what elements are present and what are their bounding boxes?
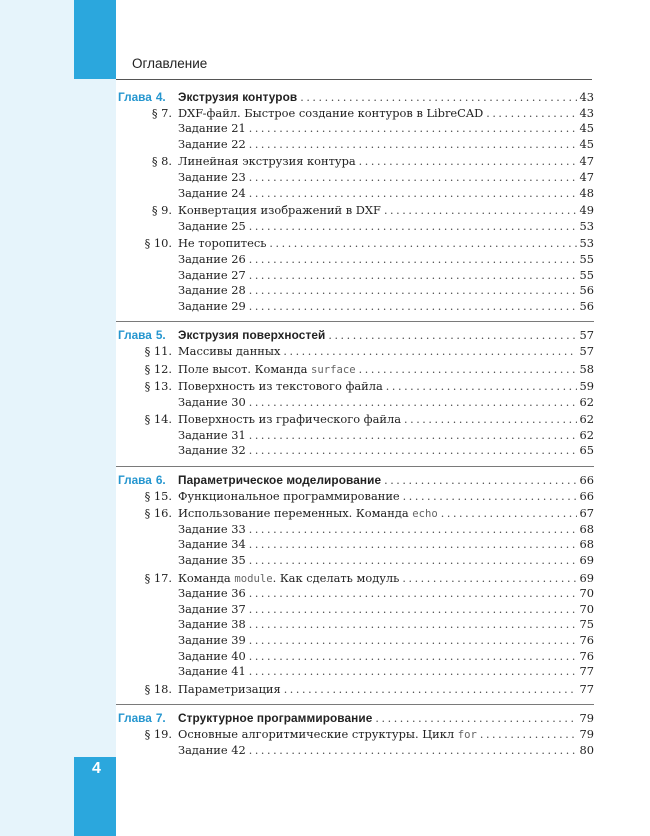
- page-ref: 67: [579, 506, 594, 521]
- toc-entry-section[interactable]: [116, 106, 594, 122]
- chapter-block: [116, 328, 594, 467]
- page-ref: 56: [579, 283, 594, 298]
- task-title: Задание 35: [178, 553, 246, 568]
- section-number: § 15.: [144, 488, 172, 503]
- section-title-text: Не торопитесь: [178, 236, 267, 251]
- task-title: Задание 33: [178, 521, 246, 536]
- leader-dots: [249, 186, 577, 202]
- leader-dots: [249, 219, 577, 235]
- page-ref: 57: [579, 328, 594, 343]
- chapter-label: [116, 328, 178, 344]
- toc-entry-section[interactable]: [116, 362, 594, 378]
- toc-entry-task[interactable]: [116, 252, 594, 268]
- page-ref: 45: [579, 121, 594, 136]
- chapter-number: 6.: [155, 473, 166, 488]
- toc-entry-task[interactable]: [116, 395, 594, 411]
- task-title: Задание 30: [178, 394, 246, 409]
- page-ref: 43: [579, 105, 594, 120]
- chapter-word: Глава: [118, 711, 152, 726]
- page-ref: 53: [579, 218, 594, 233]
- leader-dots: [249, 743, 577, 759]
- toc-entry-task[interactable]: [116, 537, 594, 553]
- section-number: § 16.: [144, 506, 172, 521]
- chapter-number: 4.: [155, 90, 166, 104]
- task-title: Задание 39: [178, 633, 246, 647]
- section-number: § 8.: [151, 154, 172, 169]
- leader-dots: [249, 170, 577, 186]
- toc-entry-task[interactable]: [116, 743, 594, 759]
- task-title: Задание 25: [178, 218, 246, 233]
- toc-entry-task[interactable]: [116, 121, 594, 137]
- leader-dots: [249, 522, 577, 538]
- leader-dots: [359, 154, 577, 170]
- leader-dots: [486, 106, 576, 122]
- header-divider: [116, 79, 592, 80]
- toc-entry-task[interactable]: [116, 586, 594, 602]
- chapter-label: [116, 473, 178, 489]
- toc-entry-task[interactable]: [116, 170, 594, 186]
- page-ref: 47: [579, 154, 594, 169]
- page-ref: 62: [579, 394, 594, 409]
- leader-dots: [249, 252, 577, 268]
- chapter-number: 5.: [155, 328, 166, 343]
- leader-dots: [480, 727, 577, 743]
- section-title-text: Линейная экструзия контура: [178, 154, 356, 169]
- chapter-block: [116, 711, 594, 765]
- chapter-title: Структурное программирование: [178, 711, 373, 726]
- leader-dots: [249, 586, 577, 602]
- page-ref: 77: [579, 681, 594, 696]
- page-ref: 59: [579, 379, 594, 394]
- toc-entry-task[interactable]: [116, 186, 594, 202]
- section-title-text: Параметризация: [178, 681, 281, 696]
- task-title: Задание 32: [178, 443, 246, 458]
- toc-entry-task[interactable]: [116, 617, 594, 633]
- toc-entry-chapter[interactable]: [116, 473, 594, 489]
- toc-entry-task[interactable]: [116, 443, 594, 459]
- leader-dots: [386, 379, 577, 395]
- section-number: § 9.: [151, 203, 172, 218]
- chapter-label: [116, 90, 178, 106]
- toc-entry-task[interactable]: [116, 649, 594, 665]
- task-title: Задание 41: [178, 664, 246, 679]
- code-keyword: echo: [412, 508, 438, 521]
- task-title: Задание 23: [178, 169, 246, 184]
- page-ref: 65: [579, 443, 594, 458]
- section-title-text: Поверхность из текстового файла: [178, 379, 383, 394]
- leader-dots: [249, 602, 577, 618]
- page-ref: 43: [579, 90, 594, 104]
- leader-dots: [402, 571, 576, 587]
- section-title: [178, 571, 399, 588]
- leader-dots: [249, 617, 577, 633]
- task-title: Задание 26: [178, 251, 246, 266]
- page-ref: 53: [579, 236, 594, 251]
- section-title-text: . Как сделать модуль: [272, 570, 400, 585]
- toc-entry-task[interactable]: [116, 553, 594, 569]
- toc-entry-section[interactable]: [116, 203, 594, 219]
- page-ref: 77: [579, 664, 594, 679]
- leader-dots: [249, 428, 577, 444]
- leader-dots: [249, 121, 577, 137]
- page-ref: 70: [579, 601, 594, 616]
- task-title: Задание 34: [178, 537, 246, 552]
- section-title: [178, 203, 381, 219]
- toc-entry-section[interactable]: [116, 489, 594, 505]
- page-ref: 45: [579, 136, 594, 151]
- leader-dots: [283, 344, 576, 360]
- leader-dots: [441, 506, 577, 522]
- leader-dots: [328, 328, 576, 344]
- task-title: Задание 37: [178, 601, 246, 616]
- table-of-contents: [116, 89, 594, 771]
- page-ref: 47: [579, 169, 594, 184]
- leader-dots: [249, 299, 577, 315]
- toc-entry-task[interactable]: [116, 283, 594, 299]
- code-keyword: surface: [311, 363, 356, 376]
- toc-entry-task[interactable]: [116, 137, 594, 153]
- toc-entry-section[interactable]: [116, 379, 594, 395]
- toc-entry-task[interactable]: [116, 602, 594, 618]
- toc-entry-section[interactable]: [116, 571, 594, 587]
- section-title-text: Поверхность из графического файла: [178, 412, 401, 427]
- leader-dots: [249, 633, 577, 649]
- section-title: [178, 727, 477, 744]
- page-ref: 79: [579, 711, 594, 726]
- leader-dots: [375, 711, 576, 727]
- page-ref: 62: [579, 412, 594, 427]
- page-ref: 57: [579, 343, 594, 358]
- toc-entry-section[interactable]: [116, 412, 594, 428]
- toc-entry-chapter[interactable]: [116, 711, 594, 727]
- section-title: [178, 154, 356, 170]
- task-title: Задание 31: [178, 427, 246, 442]
- section-title: [178, 489, 400, 505]
- leader-dots: [359, 362, 577, 378]
- page-ref: 75: [579, 617, 594, 632]
- page-ref: 55: [579, 251, 594, 266]
- section-title: [178, 379, 383, 395]
- toc-entry-section[interactable]: [116, 682, 594, 698]
- task-title: Задание 29: [178, 298, 246, 313]
- chapter-label: [116, 711, 178, 727]
- task-title: Задание 38: [178, 617, 246, 632]
- leader-dots: [249, 268, 577, 284]
- chapter-title: Параметрическое моделирование: [178, 473, 382, 488]
- section-number: § 13.: [144, 379, 172, 394]
- leader-dots: [403, 489, 577, 505]
- toc-entry-task[interactable]: [116, 299, 594, 315]
- page-ref: 69: [579, 553, 594, 568]
- section-title: [178, 412, 401, 428]
- task-title: Задание 27: [178, 267, 246, 282]
- chapter-title: Экструзия поверхностей: [178, 328, 326, 343]
- page-ref: 68: [579, 521, 594, 536]
- chapter-block: [116, 473, 594, 705]
- toc-entry-section[interactable]: [116, 506, 594, 522]
- section-title-text: Основные алгоритмические структуры. Цикл: [178, 726, 458, 741]
- leader-dots: [249, 553, 577, 569]
- toc-entry-section[interactable]: [116, 727, 594, 743]
- section-title: [178, 106, 483, 122]
- page-ref: 69: [579, 570, 594, 585]
- task-title: Задание 28: [178, 283, 246, 298]
- page-number: 4: [92, 760, 101, 777]
- page-ref: 76: [579, 648, 594, 663]
- code-keyword: module: [234, 572, 273, 585]
- leader-dots: [249, 395, 577, 411]
- toc-entry-section[interactable]: [116, 154, 594, 170]
- section-title-text: Поле высот. Команда: [178, 361, 311, 376]
- page-ref: 76: [579, 633, 594, 647]
- section-title: [178, 506, 438, 523]
- leader-dots: [384, 203, 577, 219]
- section-number: § 10.: [144, 236, 172, 251]
- leader-dots: [249, 283, 577, 299]
- toc-entry-task[interactable]: [116, 633, 594, 649]
- toc-entry-task[interactable]: [116, 522, 594, 538]
- section-title: [178, 682, 281, 698]
- section-number: § 19.: [144, 726, 172, 741]
- section-number: § 17.: [144, 570, 172, 585]
- toc-entry-chapter[interactable]: [116, 328, 594, 344]
- top-accent-bar: [74, 0, 116, 79]
- leader-dots: [249, 537, 577, 553]
- section-title-text: Команда: [178, 570, 235, 585]
- toc-entry-task[interactable]: [116, 664, 594, 680]
- leader-dots: [300, 90, 576, 106]
- page-ref: 49: [579, 203, 594, 218]
- section-title-text: Функциональное программирование: [178, 488, 400, 503]
- page-ref: 66: [579, 488, 594, 503]
- toc-entry-chapter[interactable]: [116, 90, 594, 106]
- code-keyword: for: [457, 728, 477, 741]
- section-title-text: Массивы данных: [178, 343, 281, 358]
- page-ref: 66: [579, 473, 594, 488]
- leader-dots: [384, 473, 576, 489]
- section-title-text: Конвертация изображений в DXF: [178, 203, 381, 218]
- chapter-block: [116, 90, 594, 322]
- page-title: Оглавление: [132, 56, 208, 71]
- leader-dots: [249, 443, 577, 459]
- sidebar-strip: [0, 0, 116, 836]
- chapter-word: Глава: [118, 473, 152, 488]
- section-title: [178, 236, 266, 252]
- chapter-word: Глава: [118, 90, 152, 104]
- chapter-title: Экструзия контуров: [178, 90, 298, 104]
- page-ref: 56: [579, 298, 594, 313]
- section-number: § 11.: [144, 343, 172, 358]
- chapter-number: 7.: [155, 711, 166, 726]
- toc-entry-task[interactable]: [116, 268, 594, 284]
- leader-dots: [249, 137, 577, 153]
- leader-dots: [249, 664, 577, 680]
- toc-entry-section[interactable]: [116, 344, 594, 360]
- section-title-text: Использование переменных. Команда: [178, 506, 413, 521]
- section-number: § 14.: [144, 412, 172, 427]
- task-title: Задание 40: [178, 648, 246, 663]
- leader-dots: [249, 649, 577, 665]
- leader-dots: [404, 412, 577, 428]
- toc-entry-task[interactable]: [116, 428, 594, 444]
- page-ref: 55: [579, 267, 594, 282]
- section-number: § 12.: [144, 361, 172, 376]
- leader-dots: [284, 682, 577, 698]
- leader-dots: [269, 236, 576, 252]
- task-title: Задание 21: [178, 121, 246, 136]
- task-title: Задание 24: [178, 185, 246, 200]
- page-ref: 70: [579, 586, 594, 601]
- page-ref: 80: [579, 742, 594, 757]
- section-title: [178, 362, 356, 379]
- toc-entry-task[interactable]: [116, 219, 594, 235]
- section-title-text: DXF-файл. Быстрое создание контуров в LibreCAD: [178, 105, 484, 120]
- toc-entry-section[interactable]: [116, 236, 594, 252]
- task-title: Задание 36: [178, 586, 246, 601]
- task-title: Задание 42: [178, 742, 246, 757]
- page-ref: 79: [579, 726, 594, 741]
- page-ref: 62: [579, 427, 594, 442]
- page-ref: 58: [579, 361, 594, 376]
- section-title: [178, 344, 280, 360]
- task-title: Задание 22: [178, 136, 246, 151]
- section-number: § 7.: [151, 105, 172, 120]
- page-ref: 68: [579, 537, 594, 552]
- section-number: § 18.: [144, 681, 172, 696]
- chapter-word: Глава: [118, 328, 152, 343]
- page-ref: 48: [579, 185, 594, 200]
